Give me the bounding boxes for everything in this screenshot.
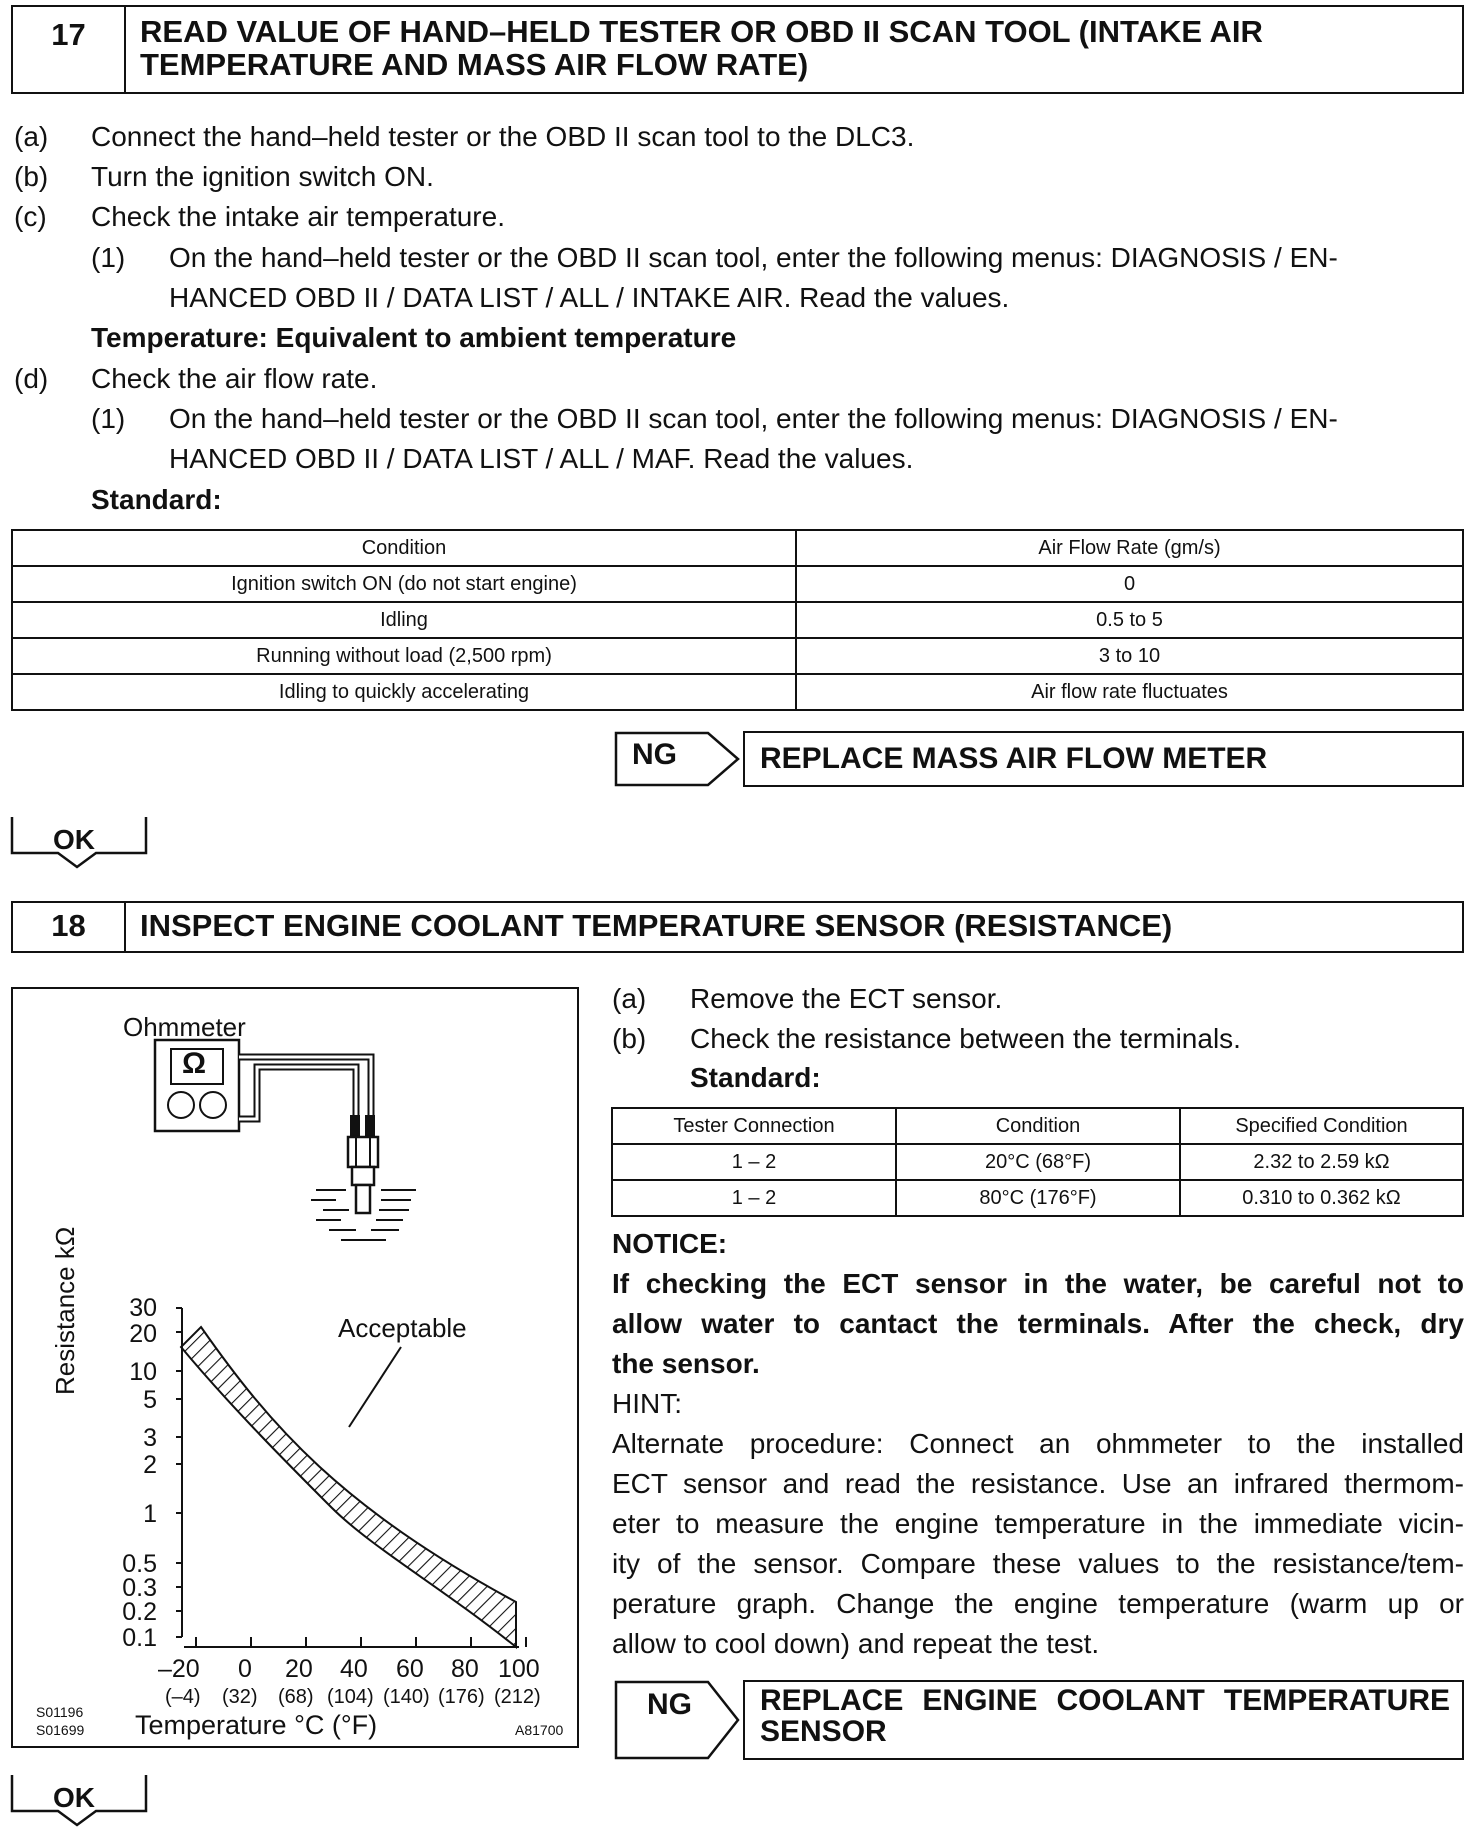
- temperature-spec: Temperature: Equivalent to ambient temperature: [91, 322, 737, 353]
- ng-label-step17: NG: [632, 738, 677, 771]
- standard-label: Standard:: [91, 484, 222, 515]
- table-cell: Running without load (2,500 rpm): [12, 638, 796, 674]
- hint-line: ECT sensor and read the resistance. Use an infrared thermom-: [612, 1468, 1464, 1499]
- step-number: 18: [13, 903, 126, 951]
- table-header: Condition: [12, 530, 796, 566]
- y-tick: 1: [143, 1500, 157, 1528]
- y-tick: 10: [129, 1358, 157, 1386]
- x-tick-f: (68): [278, 1686, 314, 1708]
- table-cell: 0: [796, 566, 1463, 602]
- subitem-text-c1-line1: On the hand–held tester or the OBD II scan tool, enter the following menus: DIAGNOSIS / EN-: [169, 242, 1338, 273]
- item-text-a: Connect the hand–held tester or the OBD II scan tool to the DLC3.: [91, 121, 915, 152]
- item-text-d: Check the air flow rate.: [91, 363, 378, 394]
- notice-line3: the sensor.: [612, 1348, 760, 1379]
- table-cell: 2.32 to 2.59 kΩ: [1180, 1144, 1463, 1180]
- ohmmeter-label: Ohmmeter: [123, 1012, 246, 1042]
- x-tick-c: 20: [285, 1655, 313, 1683]
- step-title-line1: INSPECT ENGINE COOLANT TEMPERATURE SENSOR (RESISTANCE): [140, 908, 1173, 943]
- hint-line: eter to measure the engine temperature in the immediate vicin-: [612, 1508, 1464, 1539]
- y-tick: 5: [143, 1386, 157, 1414]
- ng-result-step18: [743, 1680, 1464, 1760]
- subitem-text-d1-line2: HANCED OBD II / DATA LIST / ALL / MAF. Read the values.: [169, 443, 914, 474]
- y-tick: 3: [143, 1424, 157, 1452]
- x-tick-f: (–4): [165, 1686, 201, 1708]
- y-tick: 2: [143, 1451, 157, 1479]
- acceptable-label: Acceptable: [338, 1313, 467, 1343]
- item-label-b: (b): [612, 1023, 647, 1054]
- table-cell: 80°C (176°F): [896, 1180, 1180, 1216]
- subitem-text-d1-line1: On the hand–held tester or the OBD II scan tool, enter the following menus: DIAGNOSIS / EN-: [169, 403, 1338, 434]
- ok-label-step17: OK: [53, 824, 95, 855]
- ng-result-step17: [743, 731, 1464, 787]
- y-tick: 30: [129, 1294, 157, 1322]
- item-text-b: Check the resistance between the terminals.: [690, 1023, 1241, 1054]
- ng-result-line2: SENSOR: [760, 1715, 887, 1748]
- x-tick-c: 40: [340, 1655, 368, 1683]
- x-tick-f: (140): [383, 1686, 430, 1708]
- subitem-label-d1: (1): [91, 403, 126, 434]
- table-cell: 20°C (68°F): [896, 1144, 1180, 1180]
- table-header-row: [612, 1108, 1463, 1144]
- figure-code: S01196: [36, 1704, 84, 1720]
- notice-label: NOTICE:: [612, 1228, 728, 1259]
- table-cell: Air flow rate fluctuates: [796, 674, 1463, 710]
- notice-line2: allow water to cantact the terminals. After the check, dry: [612, 1308, 1464, 1339]
- table-cell: Idling to quickly accelerating: [12, 674, 796, 710]
- table-cell: Idling: [12, 602, 796, 638]
- x-tick-c: –20: [158, 1655, 200, 1683]
- table-cell: Ignition switch ON (do not start engine): [12, 566, 796, 602]
- ng-result-line1: REPLACE ENGINE COOLANT TEMPERATURE: [760, 1684, 1450, 1717]
- figure-code: A81700: [515, 1722, 564, 1738]
- x-tick-c: 0: [238, 1655, 252, 1683]
- step-title-line1: READ VALUE OF HAND–HELD TESTER OR OBD II SCAN TOOL (INTAKE AIR: [140, 14, 1263, 49]
- item-label-a: (a): [14, 121, 49, 152]
- notice-line1: If checking the ECT sensor in the water, be careful not to: [612, 1268, 1464, 1299]
- airflow-spec-table: [11, 529, 1464, 711]
- table-row: [612, 1144, 1463, 1180]
- ng-result-text: REPLACE MASS AIR FLOW METER: [760, 742, 1268, 775]
- step-title: [126, 903, 1462, 951]
- item-text-a: Remove the ECT sensor.: [690, 983, 1003, 1014]
- ng-label-step18: NG: [647, 1688, 692, 1721]
- step-title: [126, 7, 1462, 92]
- item-label-a: (a): [612, 983, 647, 1014]
- subitem-label-c1: (1): [91, 242, 126, 273]
- y-tick: 0.1: [122, 1624, 157, 1652]
- subitem-text-c1-line2: HANCED OBD II / DATA LIST / ALL / INTAKE AIR. Read the values.: [169, 282, 1010, 313]
- x-tick-f: (212): [494, 1686, 541, 1708]
- item-label-c: (c): [14, 201, 47, 232]
- step-18-header: [11, 901, 1464, 953]
- x-tick-c: 80: [451, 1655, 479, 1683]
- item-label-d: (d): [14, 363, 49, 394]
- acceptable-band: [181, 1327, 516, 1647]
- y-tick: 0.2: [122, 1598, 157, 1626]
- hint-line: allow to cool down) and repeat the test.: [612, 1628, 1100, 1659]
- ect-spec-table: [611, 1107, 1464, 1217]
- table-header: Specified Condition: [1180, 1108, 1463, 1144]
- table-cell: 3 to 10: [796, 638, 1463, 674]
- y-tick: 20: [129, 1320, 157, 1348]
- hint-line: Alternate procedure: Connect an ohmmeter to the installed: [612, 1428, 1464, 1459]
- x-tick-c: 60: [396, 1655, 424, 1683]
- omega-icon: Ω: [182, 1047, 207, 1080]
- table-row: [12, 674, 1463, 710]
- x-tick-c: 100: [498, 1655, 540, 1683]
- step-17-header: [11, 5, 1464, 94]
- hint-label: HINT:: [612, 1388, 682, 1419]
- table-cell: 0.310 to 0.362 kΩ: [1180, 1180, 1463, 1216]
- x-tick-f: (104): [327, 1686, 374, 1708]
- ect-sensor-icon: [311, 1137, 416, 1240]
- ect-figure-drawing: [11, 987, 579, 1748]
- step-title-line2: TEMPERATURE AND MASS AIR FLOW RATE): [140, 47, 809, 82]
- x-axis-label: Temperature °C (°F): [135, 1710, 378, 1740]
- item-label-b: (b): [14, 161, 49, 192]
- table-row: [612, 1180, 1463, 1216]
- item-text-c: Check the intake air temperature.: [91, 201, 505, 232]
- figure-code: S01699: [36, 1722, 85, 1738]
- table-cell: 1 – 2: [612, 1144, 896, 1180]
- table-row: [12, 566, 1463, 602]
- item-text-b: Turn the ignition switch ON.: [91, 161, 434, 192]
- table-row: [12, 638, 1463, 674]
- table-header: Condition: [896, 1108, 1180, 1144]
- table-header-row: [12, 530, 1463, 566]
- ok-label-step18: OK: [53, 1782, 95, 1813]
- table-row: [12, 602, 1463, 638]
- step-number: 17: [13, 7, 126, 92]
- table-header: Tester Connection: [612, 1108, 896, 1144]
- table-cell: 1 – 2: [612, 1180, 896, 1216]
- y-axis-label: Resistance kΩ: [50, 1226, 80, 1395]
- table-header: Air Flow Rate (gm/s): [796, 530, 1463, 566]
- table-cell: 0.5 to 5: [796, 602, 1463, 638]
- y-tick: 0.3: [122, 1574, 157, 1602]
- x-tick-f: (176): [438, 1686, 485, 1708]
- hint-line: ity of the sensor. Compare these values to the resistance/tem-: [612, 1548, 1464, 1579]
- standard-label: Standard:: [690, 1062, 821, 1093]
- hint-line: perature graph. Change the engine temperature (warm up or: [612, 1588, 1464, 1619]
- y-tick: 0.5: [122, 1550, 157, 1578]
- x-tick-f: (32): [222, 1686, 258, 1708]
